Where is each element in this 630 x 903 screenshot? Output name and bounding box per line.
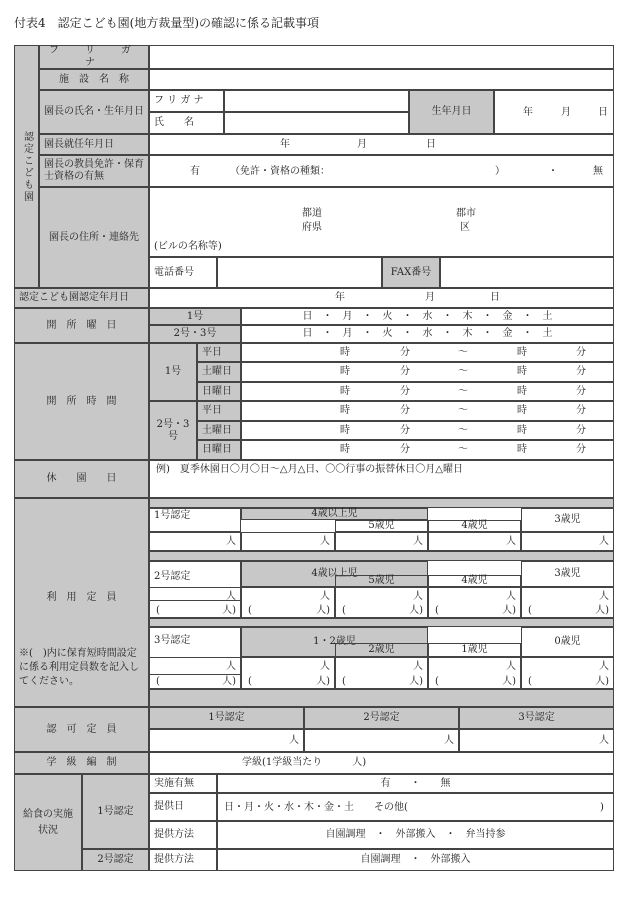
meals-teikyobi-field[interactable]: 日・月・火・水・木・金・土 その他( ) — [217, 793, 614, 821]
permit-header-2: 2号認定 — [304, 707, 459, 729]
capacity-cell[interactable]: 人 ( 人) — [335, 587, 428, 618]
hours-day-label: 平日 — [197, 401, 241, 421]
capacity-cell[interactable]: 人 — [428, 532, 521, 551]
capacity-cell[interactable]: 人 ( 人) — [428, 587, 521, 618]
hours-day-label: 平日 — [197, 343, 241, 362]
capacity-right-2: 3歳児 — [521, 561, 614, 587]
capacity-block-name-3: 3号認定 — [149, 627, 241, 675]
meals-nintei-1: 1号認定 — [82, 774, 149, 849]
capacity-label: 利 用 定 員 — [46, 592, 117, 603]
capacity-top-1: 4歳以上児 — [241, 508, 428, 520]
fax-field[interactable] — [440, 257, 614, 288]
permit-cell[interactable]: 人 — [149, 729, 304, 752]
capacity-cell[interactable]: 人 ( 人) — [335, 657, 428, 689]
capacity-sub-3a: 2歳児 — [335, 643, 428, 657]
capacity-top-3: 1・2歳児 — [241, 627, 428, 657]
capacity-gap — [149, 689, 614, 707]
capacity-sub-2a: 5歳児 — [335, 575, 428, 587]
open-days-type-2: 2号・3号 — [149, 325, 241, 343]
capacity-sub-3b: 1歳児 — [428, 643, 521, 657]
director-name-field[interactable] — [224, 112, 409, 134]
capacity-cell[interactable]: 人 — [335, 532, 428, 551]
capacity-cell[interactable]: 人 ( 人) — [521, 587, 614, 618]
capacity-cell[interactable]: 人 ( 人) — [241, 587, 335, 618]
meals-houhou-label: 提供方法 — [149, 849, 217, 871]
capacity-sub-1a: 5歳児 — [335, 520, 428, 532]
capacity-cell[interactable]: 人 — [241, 532, 335, 551]
capacity-cell[interactable]: 人 — [521, 532, 614, 551]
permit-header-3: 3号認定 — [459, 707, 614, 729]
open-hours-label: 開 所 時 間 — [14, 343, 149, 460]
appointment-label: 園長就任年月日 — [39, 134, 149, 155]
capacity-top-strip — [149, 498, 614, 508]
holiday-label: 休 園 日 — [14, 460, 149, 498]
capacity-sub-1b: 4歳児 — [428, 520, 521, 532]
section-label-nintei: 認定こども園 — [14, 45, 39, 288]
capacity-cell[interactable]: 人 — [149, 532, 241, 551]
capacity-right-3: 0歳児 — [521, 627, 614, 657]
holiday-field[interactable]: 例) 夏季休園日〇月〇日～△月△日、〇〇行事の振替休日〇月△曜日 — [149, 460, 614, 498]
meals-jisshi-field[interactable]: 有 ・ 無 — [217, 774, 614, 793]
hours-day-label: 日曜日 — [197, 440, 241, 460]
permit-cell[interactable]: 人 — [459, 729, 614, 752]
meals-houhou-label: 提供方法 — [149, 821, 217, 849]
meals-houhou-field-1[interactable]: 自園調理 ・ 外部搬入 ・ 弁当持参 — [217, 821, 614, 849]
open-hours-group-2: 2号・3号 — [149, 401, 197, 460]
capacity-cell[interactable]: 人 ( 人) — [149, 657, 241, 689]
fax-label: FAX番号 — [382, 257, 440, 288]
permit-label: 認 可 定 員 — [14, 707, 149, 752]
capacity-block-name-1: 1号認定 — [149, 508, 241, 532]
tel-field[interactable] — [217, 257, 382, 288]
shimei-label: 氏 名 — [149, 112, 224, 134]
capacity-label-cell — [14, 498, 149, 707]
capacity-cell[interactable]: 人 ( 人) — [149, 587, 241, 618]
capacity-top-2: 4歳以上児 — [241, 561, 428, 587]
license-label: 園長の教員免許・保育士資格の有無 — [39, 155, 149, 187]
director-name-label: 園長の氏名・生年月日 — [39, 90, 149, 134]
facility-name-label: 施 設 名 称 — [39, 69, 149, 90]
facility-name-field[interactable] — [149, 69, 614, 90]
furigana-label: フ リ ガ ナ — [39, 45, 149, 69]
permit-cell[interactable]: 人 — [304, 729, 459, 752]
approval-date-label: 認定こども園認定年月日 — [14, 288, 149, 308]
hours-row[interactable]: 時 分 ～ 時 分 — [241, 421, 614, 440]
capacity-cell[interactable]: 人 ( 人) — [521, 657, 614, 689]
hours-day-label: 土曜日 — [197, 421, 241, 440]
capacity-cell[interactable]: 人 ( 人) — [428, 657, 521, 689]
hours-day-label: 日曜日 — [197, 382, 241, 401]
address-field[interactable]: 都道 府県 郡市 区 — [149, 187, 614, 237]
open-days-label: 開 所 曜 日 — [14, 308, 149, 343]
appointment-date-field[interactable]: 年 月 日 — [149, 134, 614, 155]
hours-row[interactable]: 時 分 ～ 時 分 — [241, 401, 614, 421]
capacity-sub-2b: 4歳児 — [428, 575, 521, 587]
approval-date-field[interactable]: 年 月 日 — [149, 288, 614, 308]
hours-row[interactable]: 時 分 ～ 時 分 — [241, 362, 614, 382]
page-title: 付表4 認定こども園(地方裁量型)の確認に係る記載事項 — [14, 16, 320, 30]
open-days-value-1[interactable]: 日 ・ 月 ・ 火 ・ 水 ・ 木 ・ 金 ・ 土 — [241, 308, 614, 325]
capacity-note: ※( )内に保育短時間設定に係る利用定員数を記入してください。 — [19, 648, 139, 687]
hours-row[interactable]: 時 分 ～ 時 分 — [241, 440, 614, 460]
meals-label: 給食の実施状況 — [14, 774, 82, 871]
capacity-gap — [149, 618, 614, 627]
tel-label: 電話番号 — [149, 257, 217, 288]
director-furigana-field[interactable] — [224, 90, 409, 112]
classes-label: 学 級 編 制 — [14, 752, 149, 774]
hours-row[interactable]: 時 分 ～ 時 分 — [241, 382, 614, 401]
open-hours-group-1: 1号 — [149, 343, 197, 401]
application-form — [14, 45, 614, 871]
classes-field[interactable]: 学級(1学級当たり 人) — [149, 752, 614, 774]
open-days-type-1: 1号 — [149, 308, 241, 325]
capacity-cell[interactable]: 人 ( 人) — [241, 657, 335, 689]
license-field[interactable]: 有 （免許・資格の種類： ） ・ 無 — [149, 155, 614, 187]
address-label: 園長の住所・連絡先 — [39, 187, 149, 288]
hours-day-label: 土曜日 — [197, 362, 241, 382]
meals-houhou-field-2[interactable]: 自園調理 ・ 外部搬入 — [217, 849, 614, 871]
capacity-block-name-2: 2号認定 — [149, 561, 241, 601]
meals-jisshi-label: 実施有無 — [149, 774, 217, 793]
capacity-gap — [149, 551, 614, 561]
facility-furigana-field[interactable] — [149, 45, 614, 69]
permit-header-1: 1号認定 — [149, 707, 304, 729]
furigana-sub-label: フ リ ガ ナ — [149, 90, 224, 112]
meals-teikyobi-label: 提供日 — [149, 793, 217, 821]
meals-nintei-2: 2号認定 — [82, 849, 149, 871]
birth-label: 生年月日 — [409, 90, 494, 134]
hours-row[interactable]: 時 分 ～ 時 分 — [241, 343, 614, 362]
capacity-right-1: 3歳児 — [521, 508, 614, 532]
birth-date-field[interactable]: 年 月 日 — [494, 90, 614, 134]
building-field[interactable]: (ビルの名称等) — [149, 237, 614, 257]
open-days-value-2[interactable]: 日 ・ 月 ・ 火 ・ 水 ・ 木 ・ 金 ・ 土 — [241, 325, 614, 343]
